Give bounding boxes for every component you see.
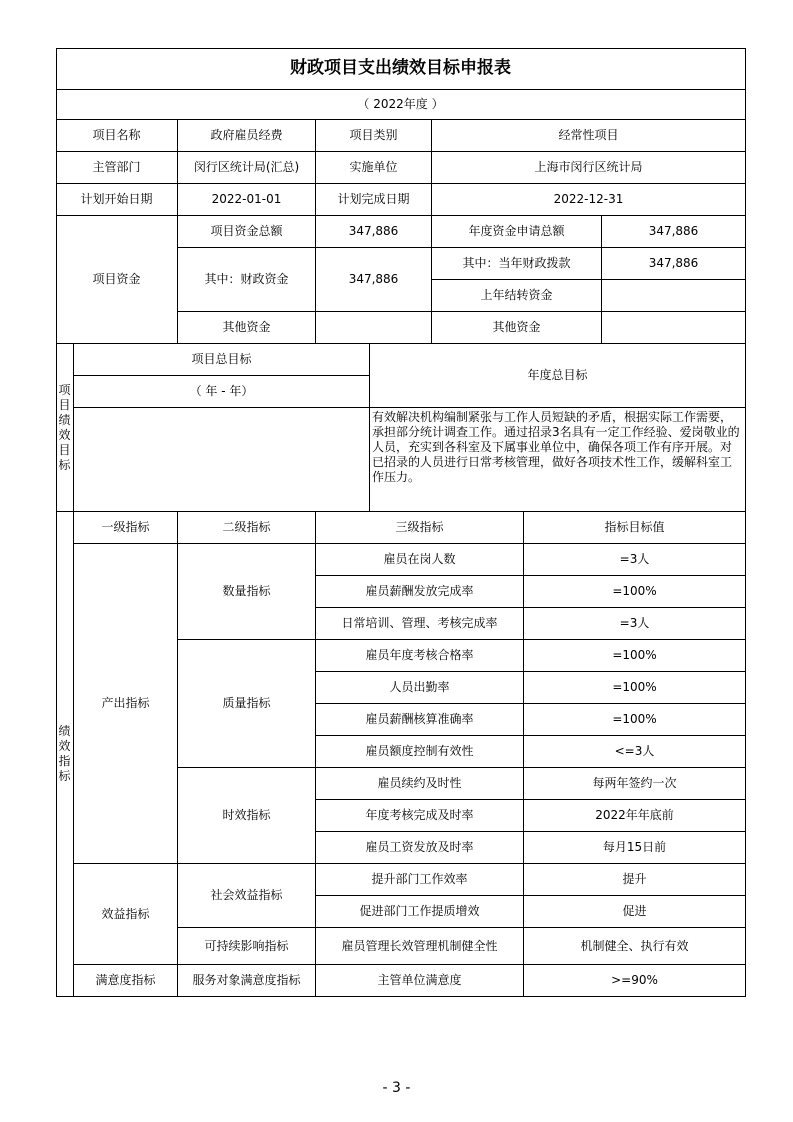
indicator-value: 每两年签约一次 (524, 768, 746, 800)
indicator-name: 日常培训、管理、考核完成率 (316, 608, 524, 640)
indicator-value: =100% (524, 640, 746, 672)
goals-side-char: 标 (58, 457, 71, 472)
indicator-name: 雇员管理长效管理机制健全性 (316, 928, 524, 965)
level2-sustain: 可持续影响指标 (178, 928, 316, 965)
indicator-value: =100% (524, 704, 746, 736)
indicator-value: =3人 (524, 544, 746, 576)
form-year: （ 2022年度 ） (56, 90, 746, 120)
funds-carry-value (602, 280, 746, 312)
indicator-value: 提升 (524, 864, 746, 896)
funds-other2-value (602, 312, 746, 344)
indicator-name: 雇员年度考核合格率 (316, 640, 524, 672)
level2-social: 社会效益指标 (178, 864, 316, 928)
project-name-label: 项目名称 (56, 120, 178, 152)
indicator-name: 雇员薪酬核算准确率 (316, 704, 524, 736)
indicator-name: 年度考核完成及时率 (316, 800, 524, 832)
level2-service: 服务对象满意度指标 (178, 965, 316, 997)
funds-other-value (316, 312, 432, 344)
header-level1: 一级指标 (74, 512, 178, 544)
funds-total-value: 347,886 (316, 216, 432, 248)
indicator-name: 促进部门工作提质增效 (316, 896, 524, 928)
indicator-value: >=90% (524, 965, 746, 997)
indicator-value: =3人 (524, 608, 746, 640)
goals-side-label (56, 344, 74, 512)
indicators-side-label (56, 512, 74, 997)
funds-other-label: 其他资金 (178, 312, 316, 344)
level1-output: 产出指标 (74, 544, 178, 864)
header-target: 指标目标值 (524, 512, 746, 544)
indicator-value: 促进 (524, 896, 746, 928)
funds-fiscal-label: 其中：财政资金 (178, 248, 316, 312)
end-date-value: 2022-12-31 (432, 184, 746, 216)
funds-current-label: 其中：当年财政拨款 (432, 248, 602, 280)
indicator-name: 雇员续约及时性 (316, 768, 524, 800)
indicator-value: =100% (524, 672, 746, 704)
end-date-label: 计划完成日期 (316, 184, 432, 216)
form-table (56, 48, 746, 997)
goal-period: （ 年 - 年） (74, 376, 370, 408)
funds-other2-label: 其他资金 (432, 312, 602, 344)
impl-value: 上海市闵行区统计局 (432, 152, 746, 184)
indicator-name: 主管单位满意度 (316, 965, 524, 997)
header-level2: 二级指标 (178, 512, 316, 544)
indicators-side-char: 指 (58, 754, 71, 768)
impl-label: 实施单位 (316, 152, 432, 184)
indicator-name: 人员出勤率 (316, 672, 524, 704)
project-name-value: 政府雇员经费 (178, 120, 316, 152)
level1-satisfaction: 满意度指标 (74, 965, 178, 997)
indicator-name: 雇员工资发放及时率 (316, 832, 524, 864)
indicators-side-char: 绩 (58, 724, 71, 738)
funds-carry-label: 上年结转资金 (432, 280, 602, 312)
form-title: 财政项目支出绩效目标申报表 (56, 48, 746, 90)
funds-total-label: 项目资金总额 (178, 216, 316, 248)
indicator-name: 雇员在岗人数 (316, 544, 524, 576)
start-date-value: 2022-01-01 (178, 184, 316, 216)
page-number: - 3 - (382, 1080, 411, 1096)
header-level3: 三级指标 (316, 512, 524, 544)
indicators-side-char: 效 (58, 739, 71, 753)
level2-timeliness: 时效指标 (178, 768, 316, 864)
goals-side-char: 绩 (58, 412, 71, 427)
overall-goal-label: 项目总目标 (74, 344, 370, 376)
overall-goal-text (74, 408, 370, 512)
goals-side-char: 目 (58, 397, 71, 412)
project-type-label: 项目类别 (316, 120, 432, 152)
funds-current-value: 347,886 (602, 248, 746, 280)
level2-quantity: 数量指标 (178, 544, 316, 640)
indicator-name: 雇员额度控制有效性 (316, 736, 524, 768)
indicator-value: 每月15日前 (524, 832, 746, 864)
indicator-value: =100% (524, 576, 746, 608)
dept-label: 主管部门 (56, 152, 178, 184)
indicator-name: 雇员薪酬发放完成率 (316, 576, 524, 608)
goals-side-char: 效 (58, 427, 71, 442)
funds-fiscal-value: 347,886 (316, 248, 432, 312)
funds-annual-value: 347,886 (602, 216, 746, 248)
level2-quality: 质量指标 (178, 640, 316, 768)
funds-annual-label: 年度资金申请总额 (432, 216, 602, 248)
indicator-value: 机制健全、执行有效 (524, 928, 746, 965)
annual-goal-text: 有效解决机构编制紧张与工作人员短缺的矛盾，根据实际工作需要，承担部分统计调查工作。通过招录3名具有一定工作经验、爱岗敬业的人员，充实到各科室及下属事业单位中，确保各项工作有序开展。对已招录的人员进行日常考核管理，做好各项技术性工作，缓解科室工作压力。 (370, 408, 746, 512)
indicators-side-char: 标 (58, 769, 71, 783)
indicator-value: 2022年年底前 (524, 800, 746, 832)
indicator-name: 提升部门工作效率 (316, 864, 524, 896)
dept-value: 闵行区统计局(汇总) (178, 152, 316, 184)
start-date-label: 计划开始日期 (56, 184, 178, 216)
level1-benefit: 效益指标 (74, 864, 178, 965)
goals-side-char: 项 (58, 382, 71, 397)
indicator-value: <=3人 (524, 736, 746, 768)
project-type-value: 经常性项目 (432, 120, 746, 152)
funds-label: 项目资金 (56, 216, 178, 344)
goals-side-char: 目 (58, 442, 71, 457)
annual-goal-label: 年度总目标 (370, 344, 746, 408)
